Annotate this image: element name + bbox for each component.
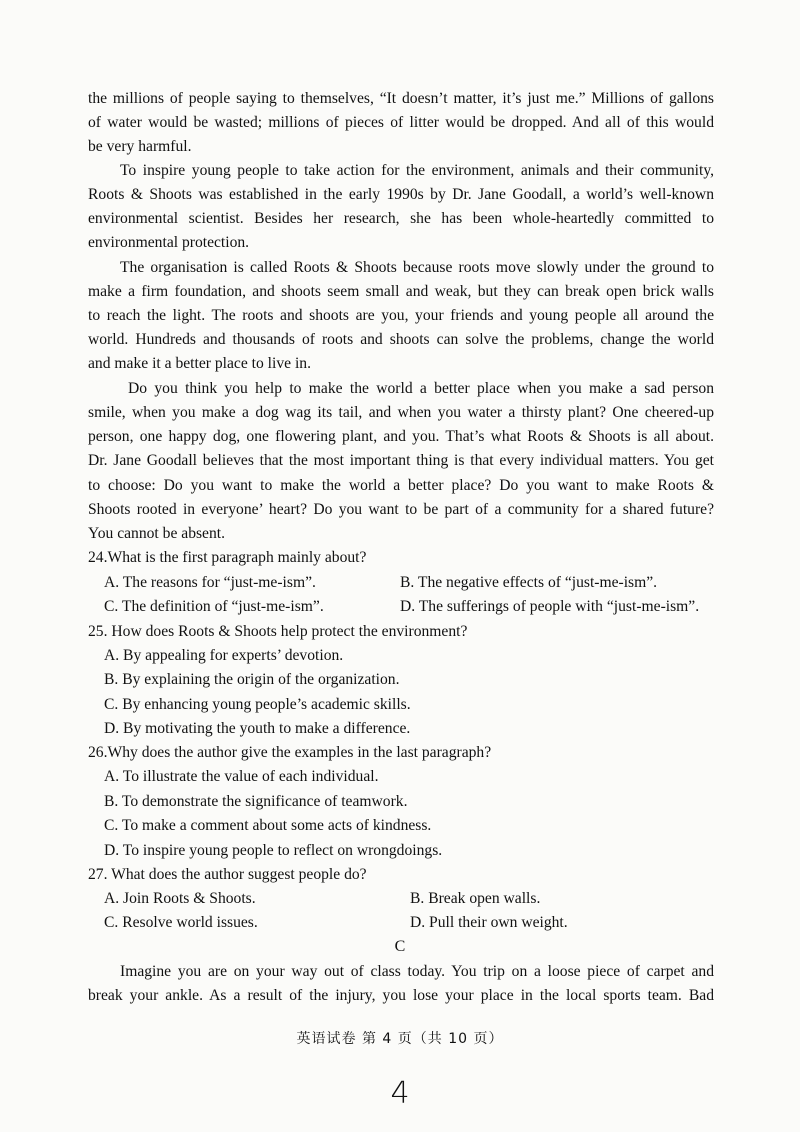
question-27-option-c[interactable]: C. Resolve world issues. [104,914,258,931]
passage-line: of water would be wasted; millions of pieces of litter would be dropped. And all of this would [88,114,714,131]
question-24-stem: 24.What is the first paragraph mainly about? [88,549,367,566]
question-26-stem: 26.Why does the author give the examples in the last paragraph? [88,744,492,761]
question-25-option-d[interactable]: D. By motivating the youth to make a difference. [104,720,411,737]
question-26-option-a[interactable]: A. To illustrate the value of each individual. [104,768,379,785]
passage-line: The organisation is called Roots & Shoots because roots move slowly under the ground to [120,259,714,276]
question-26-option-c[interactable]: C. To make a comment about some acts of kindness. [104,817,432,834]
passage-line: smile, when you make a dog wag its tail, and when you water a thirsty plant? One cheered-up [88,404,714,421]
passage-line: person, one happy dog, one flowering plant, and you. That’s what Roots & Shoots is all about. [88,428,714,445]
section-c-heading: C [394,938,406,955]
question-27-stem: 27. What does the author suggest people do? [88,866,367,883]
passage-line: Roots & Shoots was established in the early 1990s by Dr. Jane Goodall, a world’s well-known [88,186,714,203]
passage-line: Do you think you help to make the world a better place when you make a sad person [128,380,714,397]
question-25-option-b[interactable]: B. By explaining the origin of the organization. [104,671,400,688]
passage-line: make a firm foundation, and shoots seem small and weak, but they can break open brick walls [88,283,714,300]
question-24-option-d[interactable]: D. The sufferings of people with “just-me-ism”. [400,598,700,615]
passage-line: to reach the light. The roots and shoots are you, your friends and young people all around the [88,307,714,324]
question-24-option-b[interactable]: B. The negative effects of “just-me-ism”. [400,574,658,591]
passage-line: You cannot be absent. [88,525,226,542]
question-24-option-a[interactable]: A. The reasons for “just-me-ism”. [104,574,316,591]
passage-line: world. Hundreds and thousands of roots and shoots can solve the problems, change the world [88,331,714,348]
question-24-option-c[interactable]: C. The definition of “just-me-ism”. [104,598,324,615]
passage-line: Dr. Jane Goodall believes that the most important thing is that every individual matters. You get [88,452,714,469]
question-27-option-a[interactable]: A. Join Roots & Shoots. [104,890,256,907]
passage-line: Shoots rooted in everyone’ heart? Do you want to be part of a community for a shared future? [88,501,714,518]
question-25-option-c[interactable]: C. By enhancing young people’s academic skills. [104,696,411,713]
passage-line: the millions of people saying to themselves, “It doesn’t matter, it’s just me.” Millions of gallons [88,90,714,107]
question-26-option-b[interactable]: B. To demonstrate the significance of teamwork. [104,793,408,810]
passage-line: and make it a better place to live in. [88,355,311,372]
question-25-stem: 25. How does Roots & Shoots help protect the environment? [88,623,468,640]
passage-line: break your ankle. As a result of the injury, you lose your place in the local sports team. Bad [88,987,714,1004]
passage-line: Imagine you are on your way out of class today. You trip on a loose piece of carpet and [120,963,714,980]
passage-line: To inspire young people to take action for the environment, animals and their community, [120,162,714,179]
question-27-option-b[interactable]: B. Break open walls. [410,890,541,907]
page-footer: 英语试卷 第 4 页（共 10 页） [296,1031,504,1047]
passage-line: be very harmful. [88,138,192,155]
page-number: 4 [390,1076,410,1111]
passage-line: environmental protection. [88,234,250,251]
question-27-option-d[interactable]: D. Pull their own weight. [410,914,568,931]
question-25-option-a[interactable]: A. By appealing for experts’ devotion. [104,647,344,664]
passage-line: environmental scientist. Besides her research, she has been whole-heartedly committed to [88,210,714,227]
passage-line: to choose: Do you want to make the world a better place? Do you want to make Roots & [88,477,714,494]
question-26-option-d[interactable]: D. To inspire young people to reflect on wrongdoings. [104,842,443,859]
